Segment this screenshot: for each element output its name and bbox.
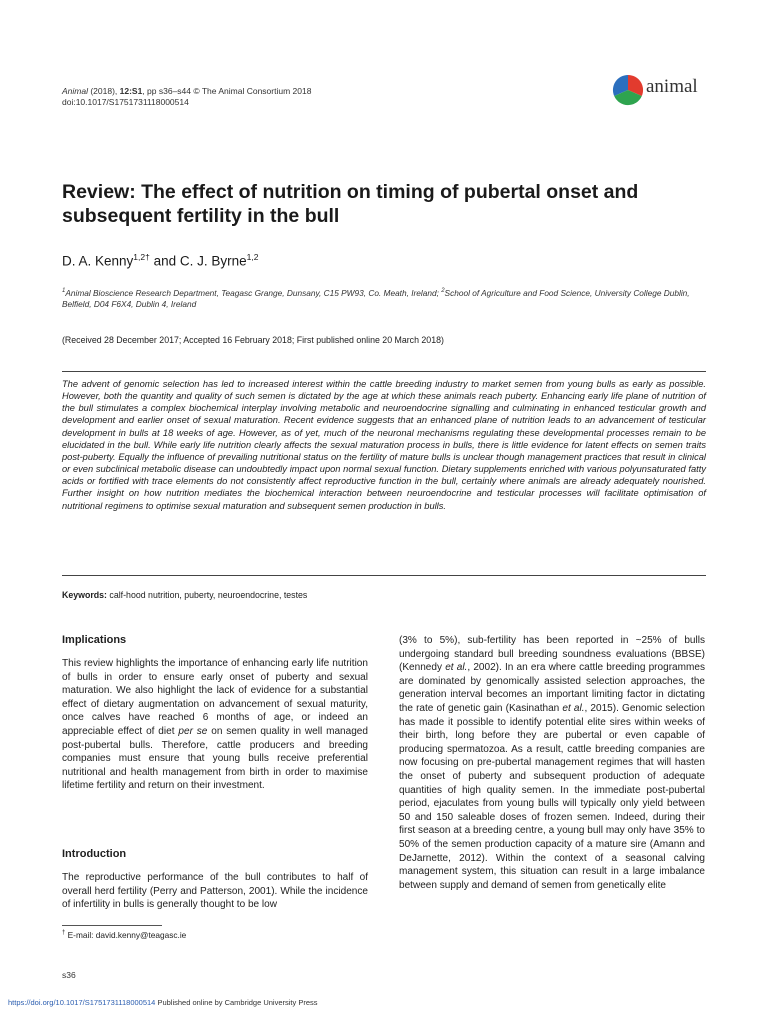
affiliation-1: Animal Bioscience Research Department, Teagasc Grange, Dunsany, C15 PW93, Co. Meath, Ireland; — [65, 287, 442, 298]
implications-text-1: This review highlights the importance of enhancing early life nutrition of bulls in order to ensure early onset of puberty and sexual maturation. We also highlight the lack of evidence for a substantial effect of dietary augmentation on advancement of sexual maturity, once calves have reached 6 months of age, or indeed an appreciable effect of diet — [62, 658, 368, 737]
footnote-marker: † — [62, 930, 66, 937]
footer-published-text: Published online by Cambridge University Press — [155, 998, 318, 1007]
affiliations — [62, 286, 712, 310]
article-title: Review: The effect of nutrition on timing of pubertal onset and subsequent fertility in the bull — [62, 181, 639, 227]
abstract-top-rule — [62, 371, 706, 372]
implications-italic: per se — [178, 725, 208, 737]
abstract-bottom-rule — [62, 575, 706, 576]
right-column-text — [399, 634, 705, 892]
right-column-paragraph — [399, 634, 705, 892]
footnote-email: E-mail: david.kenny@teagasc.ie — [65, 930, 187, 940]
journal-name: Animal — [62, 86, 88, 96]
authors — [62, 252, 258, 269]
journal-pages-copyright: , pp s36–s44 © The Animal Consortium 2018 — [142, 86, 312, 96]
journal-citation — [62, 86, 311, 108]
journal-logo — [612, 72, 712, 110]
right-text-b: , 2002). In an era where cattle breeding programmes are dominated by genomically assisted selection approaches, the generation interval becomes an important limiting factor in dictating the rate of genetic gain (Kasinathan — [399, 662, 705, 714]
affiliation-2: School of Agriculture and Food Science, University College Dublin, Belfield, D04 F6X4, Dublin 4, Ireland — [62, 287, 690, 309]
doi-link[interactable]: https://doi.org/10.1017/S1751731118000514 — [8, 998, 156, 1007]
journal-doi: doi:10.1017/S1751731118000514 — [62, 97, 189, 107]
keywords-label: Keywords: — [62, 590, 107, 600]
footnote-rule — [62, 925, 162, 926]
author-1: D. A. Kenny — [62, 253, 134, 269]
logo-circle-icon — [612, 74, 644, 106]
logo-text: animal — [646, 76, 698, 97]
introduction-section — [62, 848, 368, 912]
page-number: s36 — [62, 970, 76, 980]
journal-year: (2018), — [87, 86, 120, 96]
implications-text-2: on semen quality in well managed post-pubertal bulls. Therefore, cattle producers and breeding companies must ensure that young bulls receive preferential nutritional and health management from birth in order to maximise lifetime fertility and return on their investment. — [62, 725, 368, 792]
author-2: and C. J. Byrne — [149, 253, 247, 269]
footer-line — [8, 998, 318, 1007]
abstract: The advent of genomic selection has led to increased interest within the cattle breeding industry to market semen from young bulls as early as possible. However, both the quantity and quality of such semen is dictated by the age at which these animals reach puberty. Enhancing early life plane of nutrition of the bull stimulates a complex biochemical interplay involving metabolic and neuroendocrine signalling and culminating in enhanced testicular growth and development and earlier onset of sexual maturation. Recent evidence suggests that an enhanced plane of nutrition leads to an advancement of testicular development in bulls at 18 weeks of age. However, as of yet, much of the neuronal mechanisms regulating these developmental processes remain to be elucidated in the bull. While early life nutrition clearly affects the sexual maturation process in bulls, there is little evidence for latent effects on semen traits post-puberty. Equally the influence of prevailing nutritional status on the fertility of mature bulls is unclear though management practices that result in clinical or even subclinical metabolic disease can undoubtedly impact upon normal sexual function. Dietary supplements enriched with various polyunsaturated fatty acids or fortified with trace elements do not consistently affect reproductive function in the bull, certainly where animals are already adequately nourished. Further insight on how nutrition mediates the biochemical interaction between neuroendocrine and testicular processes will facilitate optimisation of nutritional regimens to optimise sexual maturation and subsequent semen production in bulls. — [62, 379, 706, 511]
author-1-affiliation: 1,2† — [133, 252, 150, 262]
affiliation-2-marker: 2 — [441, 288, 445, 294]
right-text-c: , 2015). Genomic selection has made it possible to identify potential elite sires within weeks of their birth, long before they are pubertal or even capable of producing spermatozoa. As a result, cattle breeding companies are now focusing on pre-pubertal management regimes that will hasten the onset of puberty and subsequent production of adequate quantities of high quality semen. In the immediate post-pubertal period, ejaculates from young bulls will typically only yield between 50 and 150 saleable doses of frozen semen. Indeed, during their first season at a breeding centre, a young bull may only have 35% to 50% of the semen production capacity of a mature sire (Amann and DeJarnette, 2012). Within the context of a seasonal calving management system, this situation can result in a large imbalance between supply and demand of semen from genetically elite — [399, 702, 705, 891]
introduction-paragraph: The reproductive performance of the bull contributes to half of overall herd fertility (Perry and Patterson, 2001). While the incidence of infertility in bulls is generally thought to be low — [62, 872, 368, 911]
implications-heading: Implications — [62, 634, 127, 646]
right-italic-a: et al. — [445, 662, 468, 674]
keywords — [62, 590, 307, 600]
journal-issue: 12:S1 — [119, 86, 143, 96]
introduction-heading: Introduction — [62, 848, 127, 860]
right-italic-b: et al. — [562, 702, 585, 714]
footnote — [62, 930, 186, 940]
keywords-text: calf-hood nutrition, puberty, neuroendocrine, testes — [106, 590, 308, 600]
affiliation-1-marker: 1 — [62, 288, 66, 294]
implications-paragraph — [62, 657, 368, 793]
implications-section — [62, 634, 368, 793]
right-text-a: (3% to 5%), sub-fertility has been reported in ~25% of bulls undergoing standard bull breeding soundness evaluations (BBSE) (Kennedy — [399, 635, 705, 674]
received-dates: (Received 28 December 2017; Accepted 16 February 2018; First published online 20 March 2018) — [62, 335, 444, 345]
author-2-affiliation: 1,2 — [246, 252, 259, 262]
